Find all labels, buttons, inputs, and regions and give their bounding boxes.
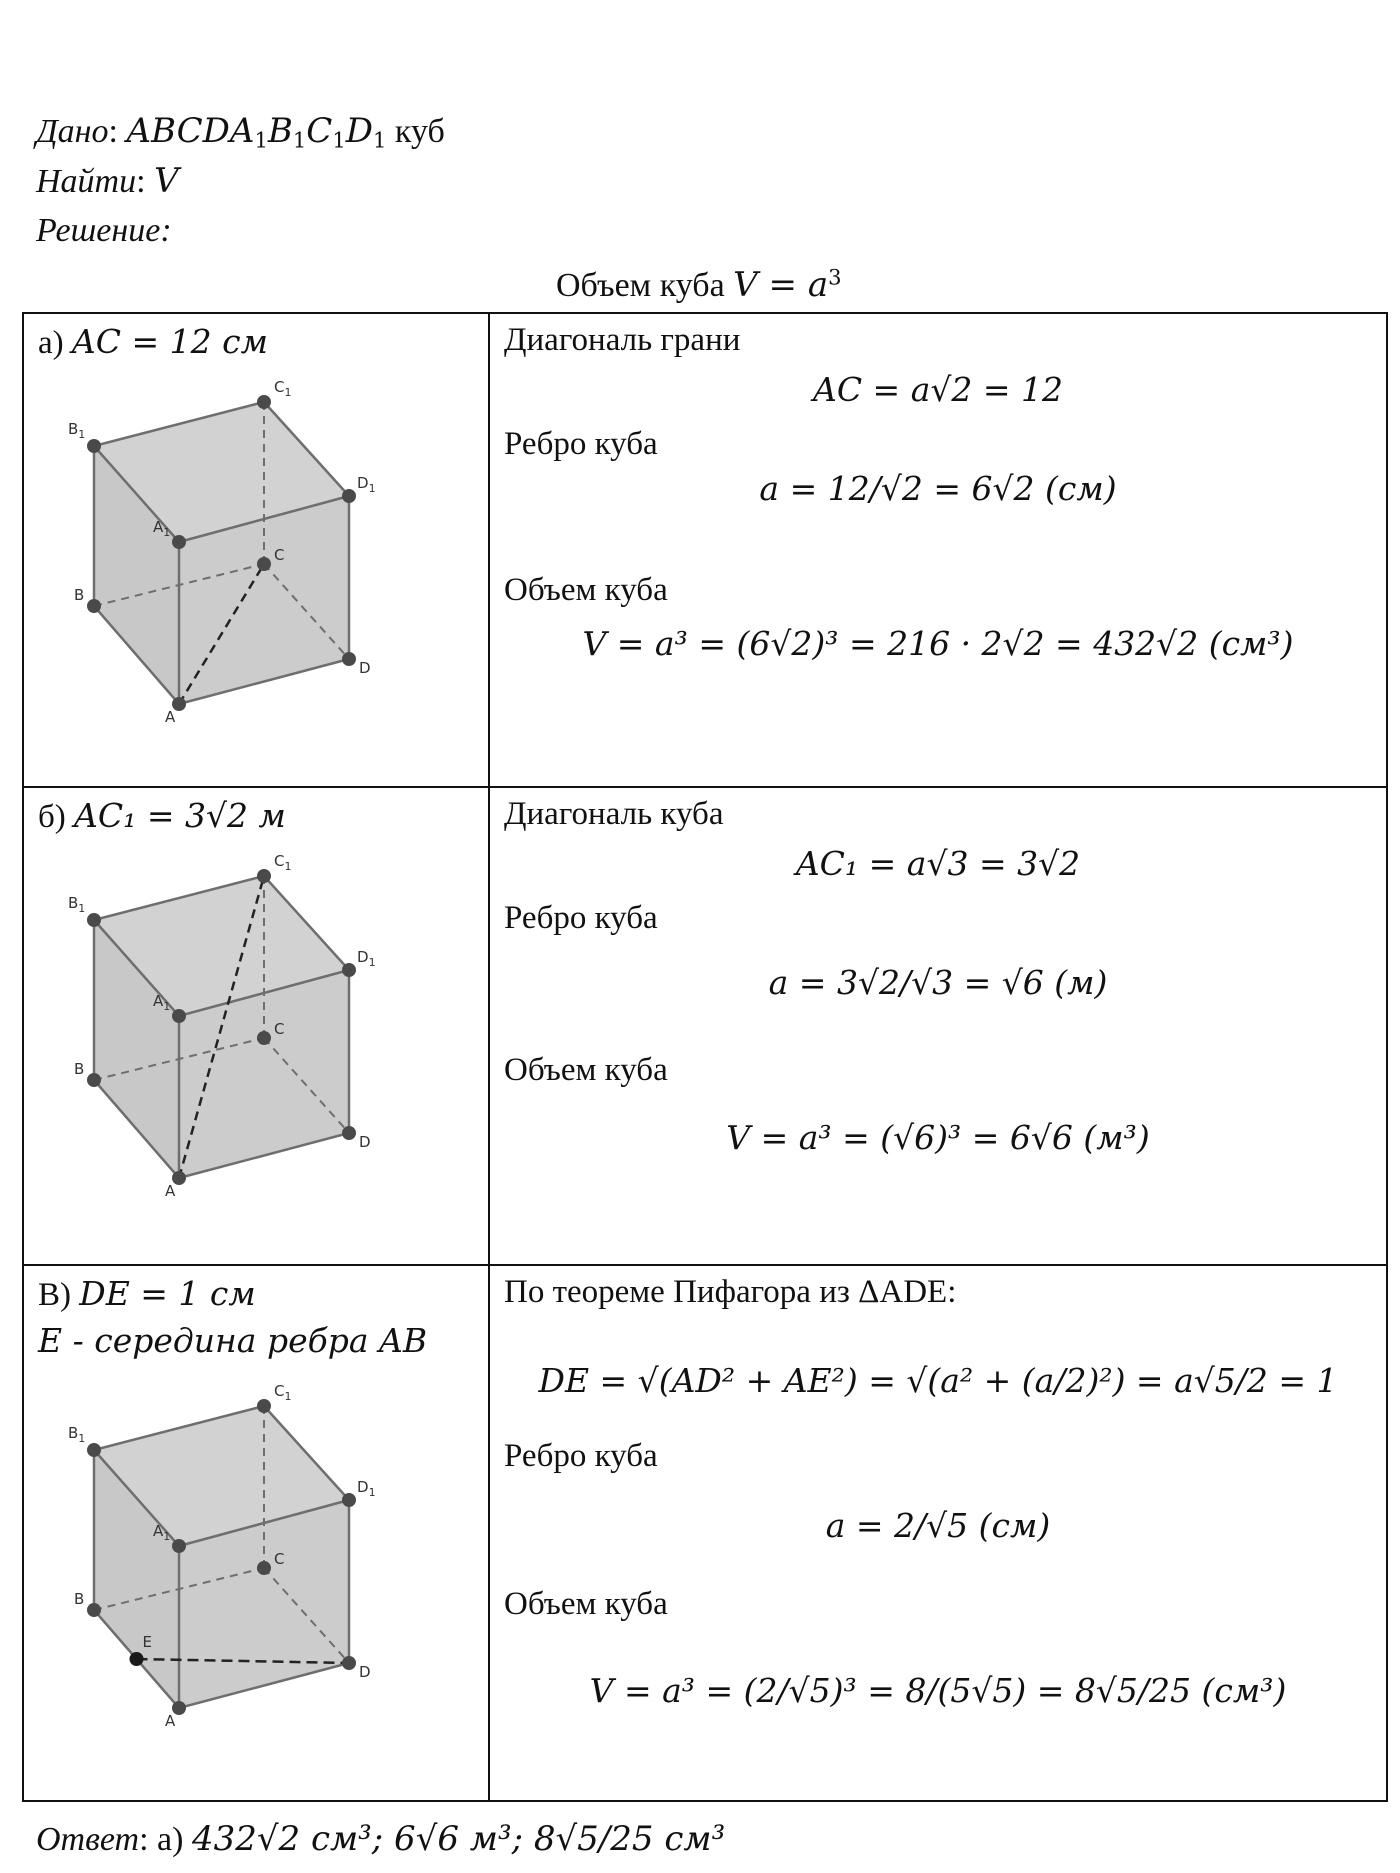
cube-diagram-c [44, 1378, 464, 1798]
formula-edge-c: a = 2/√5 (см) [825, 1506, 1051, 1545]
condition-a: а) AC = 12 см [38, 322, 268, 361]
vertex-b [87, 1073, 101, 1087]
vertex-label-b1: $B_1$ [68, 894, 86, 915]
label-volume-c: Объем куба [504, 1586, 668, 1622]
vertex-label-e: E [142, 1633, 152, 1651]
solution-label: Решение [36, 212, 161, 249]
label-volume-a: Объем куба [504, 572, 668, 608]
vertex-label-a: A [165, 1712, 176, 1730]
formula-edge-b: a = 3√2/√3 = √6 (м) [768, 963, 1108, 1002]
solution-table [22, 312, 1388, 1802]
formula-de: DE = √(AD² + AE²) = √(a² + (a/2)²) = a√5/2 = 1 [538, 1361, 1338, 1400]
vertex-c [257, 1031, 271, 1045]
vertex-label-b: B [74, 1590, 85, 1608]
vertex-label-a: A [165, 1182, 176, 1200]
table-row [23, 787, 1387, 1265]
vertex-label-c1: $C_1$ [274, 852, 292, 873]
vertex-a1 [172, 1009, 186, 1023]
vertex-e [130, 1652, 144, 1666]
vertex-c1 [257, 869, 271, 883]
find-line: Найти: V [36, 161, 179, 201]
formula-volume-b: V = a³ = (√6)³ = 6√6 (м³) [726, 1118, 1150, 1157]
solution-cell-b [489, 787, 1387, 1265]
given-figure: $ABCDA_1B_1C_1D_1$ [126, 111, 387, 153]
condition-c: В) DE = 1 см [38, 1274, 256, 1313]
find-value: V [154, 161, 179, 201]
condition-cell-b [23, 787, 489, 1265]
label-volume-b: Объем куба [504, 1052, 668, 1088]
given-line [36, 110, 445, 153]
vertex-label-c: C [274, 1550, 285, 1568]
vertex-label-a1: $A_1$ [153, 1522, 171, 1543]
vertex-label-a1: $A_1$ [153, 992, 171, 1013]
vertex-label-b: B [74, 586, 85, 604]
vertex-b1 [87, 439, 101, 453]
vertex-b [87, 599, 101, 613]
answer-text: 432√2 см³; 6√6 м³; 8√5/25 см³ [191, 1819, 726, 1859]
vertex-b [87, 1603, 101, 1617]
vertex-label-c: C [274, 546, 285, 564]
vertex-d1 [342, 1493, 356, 1507]
label-edge-c: Ребро куба [504, 1438, 658, 1474]
formula-volume-c: V = a³ = (2/√5)³ = 8/(5√5) = 8√5/25 (см³) [589, 1671, 1287, 1710]
cube-diagram-a [44, 374, 464, 774]
vertex-c [257, 557, 271, 571]
answer-prefix: а) [157, 1821, 184, 1858]
vertex-d1 [342, 489, 356, 503]
condition-cell-c [23, 1265, 489, 1801]
solution-cell-a [489, 313, 1387, 787]
label-edge-b: Ребро куба [504, 900, 658, 936]
vertex-label-c1: $C_1$ [274, 1382, 292, 1403]
vertex-c1 [257, 1399, 271, 1413]
vertex-label-d1: $D_1$ [357, 474, 376, 495]
vertex-d [342, 1126, 356, 1140]
vertex-label-a: A [165, 708, 176, 726]
vertex-label-d: D [359, 1663, 371, 1681]
vertex-label-d1: $D_1$ [357, 948, 376, 969]
formula-edge-a: a = 12/√2 = 6√2 (см) [759, 469, 1117, 508]
find-label: Найти [36, 163, 137, 200]
table-row [23, 1265, 1387, 1801]
vertex-a1 [172, 1539, 186, 1553]
vertex-a1 [172, 535, 186, 549]
label-cube-diagonal: Диагональ куба [504, 796, 724, 832]
vertex-d [342, 1656, 356, 1670]
condition-cell-a [23, 313, 489, 787]
label-edge-a: Ребро куба [504, 426, 658, 462]
vertex-d [342, 652, 356, 666]
vertex-label-c1: $C_1$ [274, 378, 292, 399]
vertex-label-a1: $A_1$ [153, 518, 171, 539]
vertex-label-b1: $B_1$ [68, 420, 86, 441]
label-face-diagonal: Диагональ грани [504, 322, 741, 358]
volume-label: Объем куба [556, 267, 725, 304]
condition-b: б) AC₁ = 3√2 м [38, 796, 286, 835]
vertex-label-d1: $D_1$ [357, 1478, 376, 1499]
formula-volume-a: V = a³ = (6√2)³ = 216 · 2√2 = 432√2 (см³) [582, 624, 1294, 663]
vertex-b1 [87, 913, 101, 927]
volume-formula-line [556, 264, 842, 307]
answer-line: Ответ: а) 432√2 см³; 6√6 м³; 8√5/25 см³ [36, 1819, 726, 1859]
given-suffix: куб [394, 113, 445, 150]
vertex-label-c: C [274, 1020, 285, 1038]
table-row [23, 313, 1387, 787]
cube-diagram-b [44, 848, 464, 1248]
formula-ac: AC = a√2 = 12 [812, 370, 1064, 409]
answer-label: Ответ [36, 1821, 140, 1858]
solution-line: Решение: [36, 212, 172, 249]
vertex-c [257, 1561, 271, 1575]
vertex-c1 [257, 395, 271, 409]
given-label: Дано [36, 113, 109, 150]
vertex-label-b: B [74, 1060, 85, 1078]
vertex-d1 [342, 963, 356, 977]
vertex-b1 [87, 1443, 101, 1457]
vertex-label-d: D [359, 659, 371, 677]
given-sep: : [108, 113, 118, 150]
formula-ac1: AC₁ = a√3 = 3√2 [795, 844, 1081, 883]
volume-formula: $V = a^3$ [733, 264, 842, 305]
label-pythagoras: По теореме Пифагора из ΔADE: [504, 1274, 957, 1310]
vertex-label-b1: $B_1$ [68, 1424, 86, 1445]
vertex-label-d: D [359, 1133, 371, 1151]
solution-cell-c [489, 1265, 1387, 1801]
condition-c-note: E - середина ребра AB [38, 1321, 428, 1360]
